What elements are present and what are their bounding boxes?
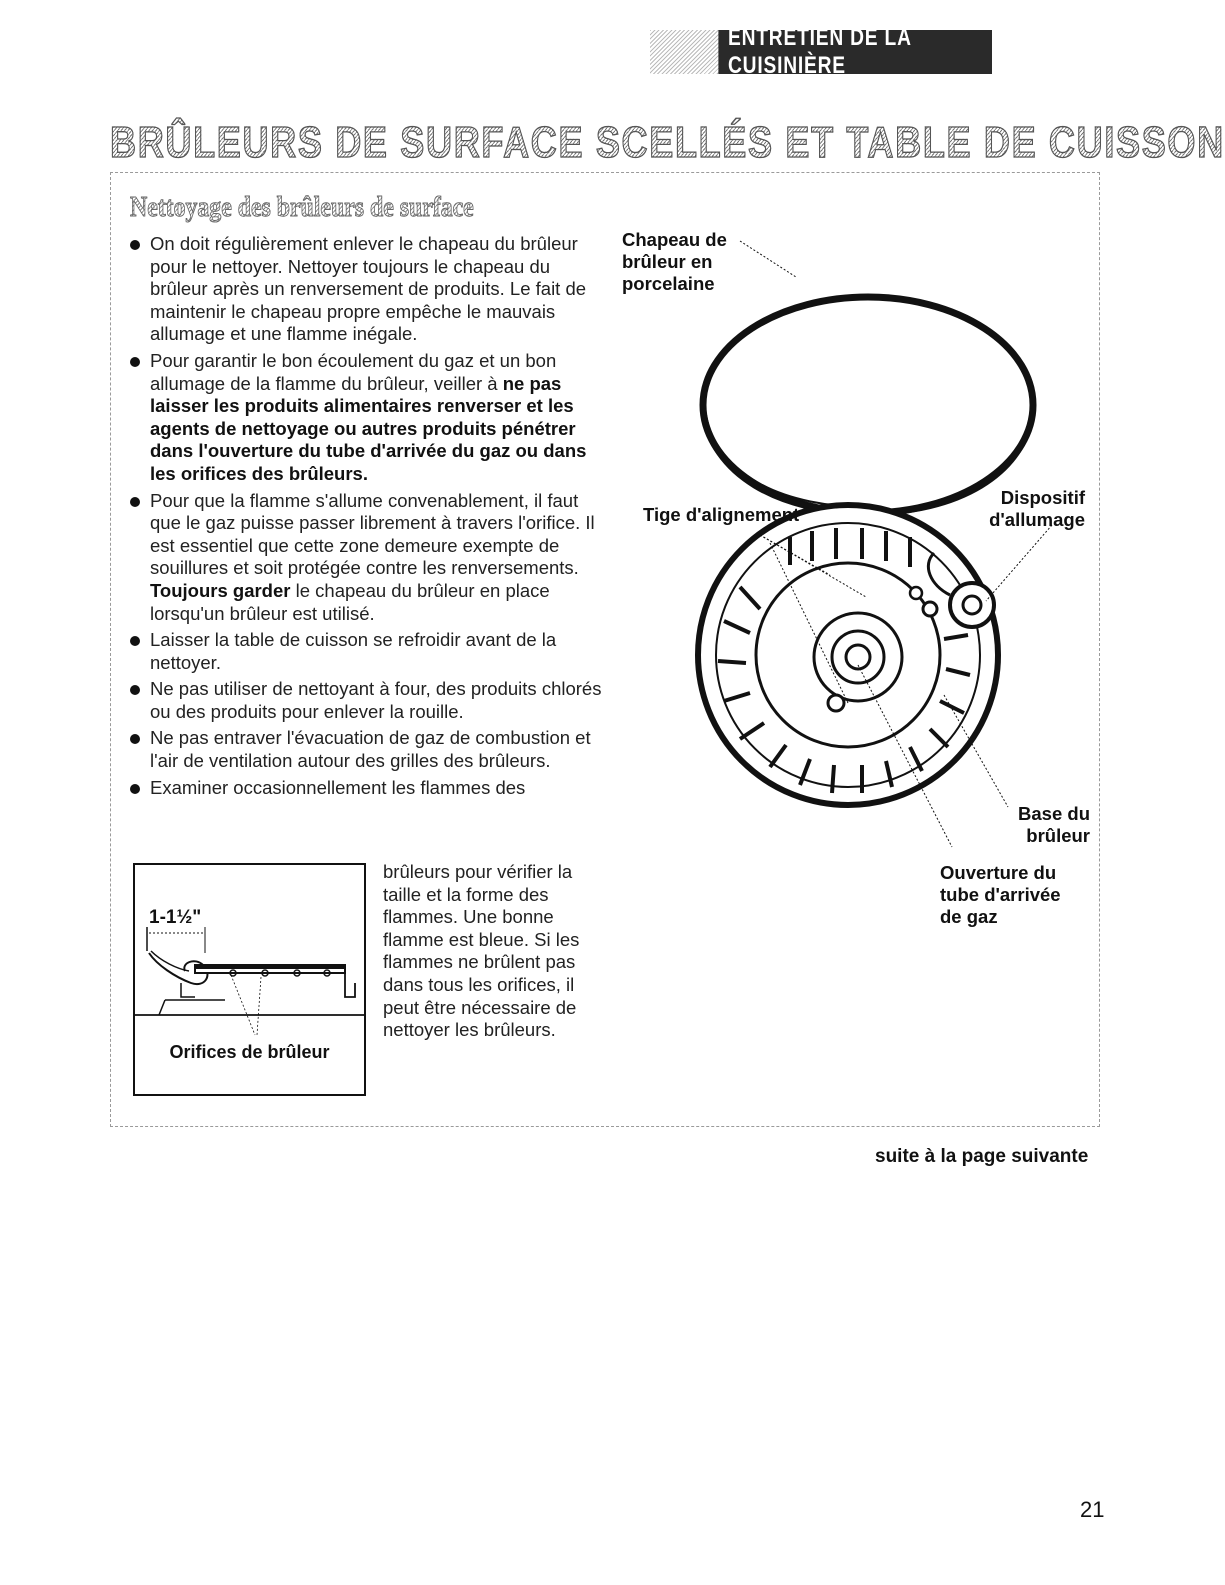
bullet-text: Ne pas utiliser de nettoyant à four, des produits chlorés ou des produits pour enlever la rouille. [150,678,602,722]
label-burner-base: Base du brûleur [1018,803,1090,846]
list-item [130,629,605,674]
flame-figure [133,863,366,1096]
section-tab-label: ENTRETIEN DE LA CUISINIÈRE [718,30,992,74]
bullet-text: On doit régulièrement enlever le chapeau du brûleur pour le nettoyer. Nettoyer toujours le chapeau du brûleur après un renversement de produits. Le fait de maintenir le chapeau propre empêche le mauvais allumage et une flamme inégale. [150,233,587,345]
label-alignment-pin: Tige d'alignement [643,504,800,525]
bullet-text: Pour garantir le bon écoulement du gaz et un bon allumage de la flamme du brûleur, veiller à [150,349,557,394]
list-item [130,678,605,723]
list-item [130,350,605,486]
bullet-text: Pour que la flamme s'allume convenablement, il faut que le gaz puisse passer librement à travers l'orifice. Il est essentiel que cette zone demeure exempte de souillures et soit protégée contre les renversements. [150,489,595,579]
page-title: BRÛLEURS DE SURFACE SCELLÉS ET TABLE DE CUISSON [110,118,1225,167]
bullet-text: Laisser la table de cuisson se refroidir avant de la nettoyer. [150,629,557,673]
instruction-list [130,233,605,803]
bullet-bold-text: ne pas laisser les produits alimentaires renverser et les agents de nettoyage ou autres produits pénétrer dans l'ouverture du tube d'arrivée du gaz ou dans les orifices des brûleurs. [150,372,587,484]
bullet-text: Examiner occasionnellement les flammes des [150,776,526,798]
flame-paragraph: brûleurs pour vérifier la taille et la forme des flammes. Une bonne flamme est bleue. Si les flammes ne brûlent pas dans tous les orifices, il peut être nécessaire de nettoyer les brûleurs. [383,861,580,1041]
flame-dimension-label: 1-1½" [149,907,202,928]
bullet-text-after: le chapeau du brûleur en place lorsqu'un brûleur est utilisé. [150,579,550,624]
flame-caption: Orifices de brûleur [169,1042,330,1062]
label-burner-cap: Chapeau de brûleur en porcelaine [622,229,727,294]
continued-note: suite à la page suivante [875,1146,1089,1167]
flame-illustration [135,865,364,1094]
label-igniter: Dispositif d'allumage [989,487,1085,530]
burner-diagram [600,225,1100,865]
page-number: 21 [1080,1497,1105,1522]
list-item [130,777,605,800]
burner-base [698,505,998,805]
list-item [130,490,605,626]
label-gas-tube-opening: Ouverture du tube d'arrivée de gaz [940,862,1061,927]
section-tab [650,24,992,79]
burner-cap [703,297,1033,513]
bullet-text: Ne pas entraver l'évacuation de gaz de combustion et l'air de ventilation autour des grilles des brûleurs. [150,727,591,772]
bullet-bold-text: Toujours garder [150,579,291,601]
list-item [130,727,605,772]
list-item [130,233,605,346]
section-title: Nettoyage des brûleurs de surface [130,192,474,223]
